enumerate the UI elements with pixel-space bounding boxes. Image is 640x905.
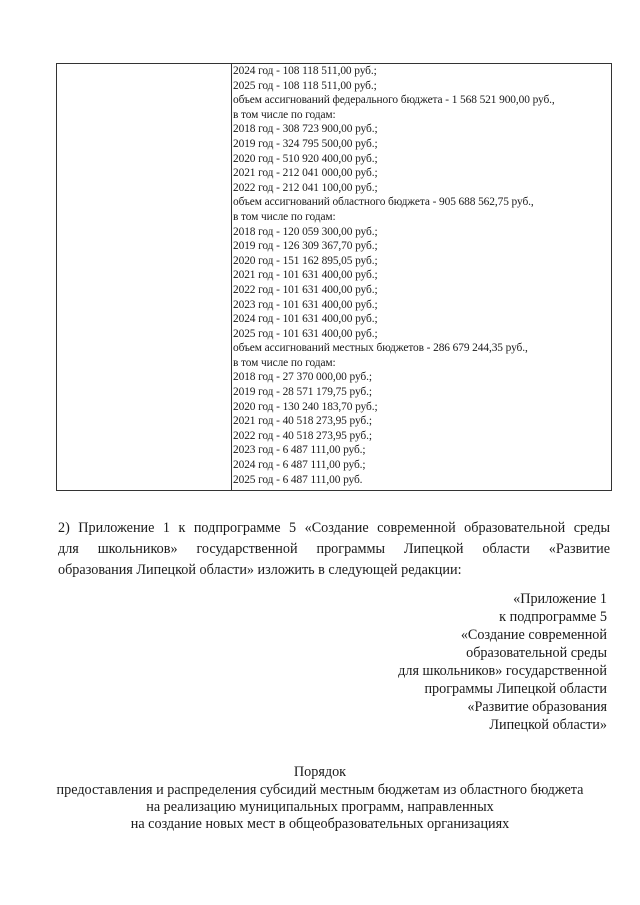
paragraph-line: 2) Приложение 1 к подпрограмме 5 «Создание современной образовательной среды bbox=[58, 520, 610, 536]
appendix-line: для школьников» государственной bbox=[398, 663, 607, 679]
table-line: 2020 год - 510 920 400,00 руб.; bbox=[233, 152, 378, 165]
table-line: 2018 год - 27 370 000,00 руб.; bbox=[233, 371, 372, 384]
order-subtitle-line: на создание новых мест в общеобразовательных организациях bbox=[130, 816, 510, 832]
table-line: 2021 год - 212 041 000,00 руб.; bbox=[233, 167, 378, 180]
table-line: в том числе по годам: bbox=[233, 108, 336, 121]
table-line: 2019 год - 28 571 179,75 руб.; bbox=[233, 386, 372, 399]
appendix-line: программы Липецкой области bbox=[424, 681, 607, 697]
appendix-line: «Создание современной bbox=[460, 627, 607, 643]
appendix-line: к подпрограмме 5 bbox=[499, 609, 607, 625]
table-line: 2023 год - 6 487 111,00 руб.; bbox=[233, 444, 366, 457]
table-line: 2025 год - 6 487 111,00 руб. bbox=[233, 473, 363, 486]
table-line: 2020 год - 130 240 183,70 руб.; bbox=[233, 400, 378, 413]
order-heading bbox=[0, 764, 640, 833]
order-title: Порядок bbox=[293, 764, 347, 780]
table-line: в том числе по годам: bbox=[233, 210, 336, 223]
table-line: 2022 год - 101 631 400,00 руб.; bbox=[233, 283, 378, 296]
table-line: 2024 год - 6 487 111,00 руб.; bbox=[233, 459, 366, 472]
table-line: 2020 год - 151 162 895,05 руб.; bbox=[233, 254, 378, 267]
table-line: объем ассигнований областного бюджета - 905 688 562,75 руб., bbox=[233, 196, 534, 209]
table-line: 2018 год - 120 059 300,00 руб.; bbox=[233, 225, 378, 238]
table-line: 2023 год - 101 631 400,00 руб.; bbox=[233, 298, 378, 311]
table-line: 2021 год - 101 631 400,00 руб.; bbox=[233, 269, 378, 282]
table-line: 2019 год - 126 309 367,70 руб.; bbox=[233, 240, 378, 253]
order-subtitle-line: предоставления и распределения субсидий местным бюджетам из областного бюджета bbox=[56, 782, 584, 798]
appendix-line: «Развитие образования bbox=[467, 699, 607, 715]
table-right-cell bbox=[232, 64, 611, 490]
table-line: 2021 год - 40 518 273,95 руб.; bbox=[233, 415, 372, 428]
appendix-line: образовательной среды bbox=[466, 645, 607, 661]
appendix-header bbox=[307, 590, 607, 734]
table-line: в том числе по годам: bbox=[233, 356, 336, 369]
funding-table bbox=[56, 63, 612, 491]
paragraph-line: для школьников» государственной программы Липецкой области «Развитие bbox=[58, 541, 610, 557]
table-line: 2025 год - 108 118 511,00 руб.; bbox=[233, 79, 377, 92]
appendix-line: Липецкой области» bbox=[489, 717, 607, 733]
order-subtitle-line: на реализацию муниципальных программ, направленных bbox=[146, 799, 494, 815]
appendix-line: «Приложение 1 bbox=[513, 591, 607, 607]
amendment-paragraph bbox=[58, 518, 610, 581]
table-line: 2025 год - 101 631 400,00 руб.; bbox=[233, 327, 378, 340]
table-line: объем ассигнований федерального бюджета - 1 568 521 900,00 руб., bbox=[233, 94, 555, 107]
table-left-cell bbox=[57, 64, 232, 490]
table-line: 2022 год - 40 518 273,95 руб.; bbox=[233, 429, 372, 442]
table-line: 2022 год - 212 041 100,00 руб.; bbox=[233, 181, 378, 194]
table-line: объем ассигнований местных бюджетов - 286 679 244,35 руб., bbox=[233, 342, 528, 355]
table-line: 2024 год - 108 118 511,00 руб.; bbox=[233, 65, 377, 77]
table-line: 2019 год - 324 795 500,00 руб.; bbox=[233, 137, 378, 150]
table-line: 2024 год - 101 631 400,00 руб.; bbox=[233, 313, 378, 326]
paragraph-line: образования Липецкой области» изложить в следующей редакции: bbox=[58, 562, 462, 578]
table-line: 2018 год - 308 723 900,00 руб.; bbox=[233, 123, 378, 136]
